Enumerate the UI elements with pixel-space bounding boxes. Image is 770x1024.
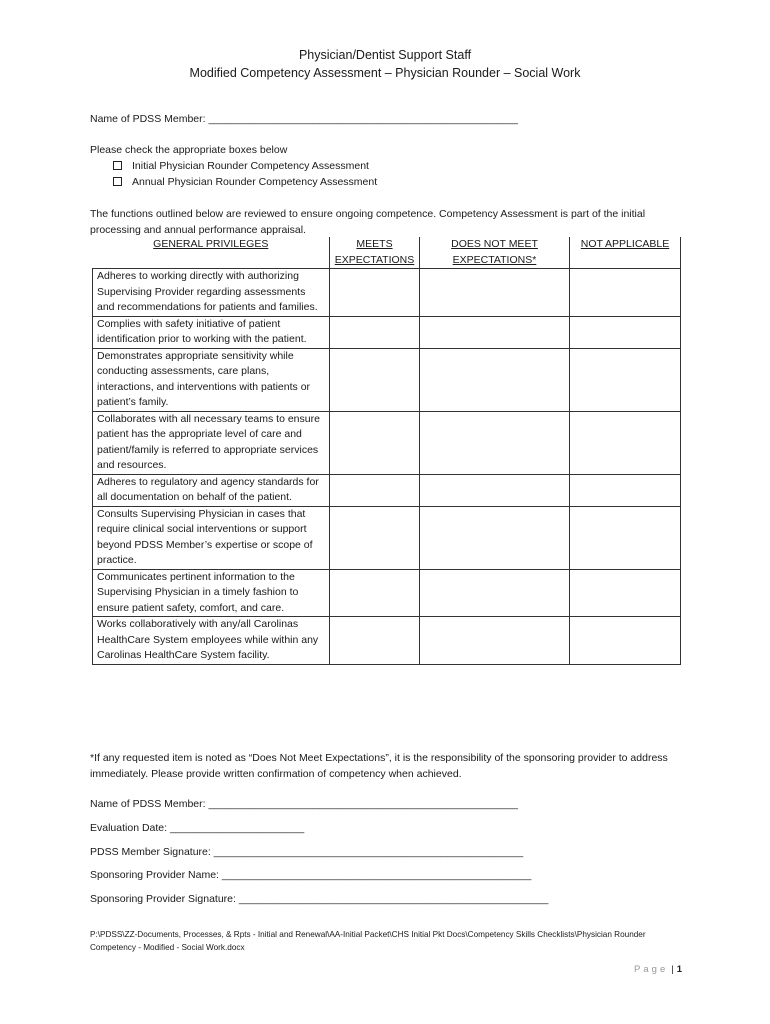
privilege-text: Demonstrates appropriate sensitivity while conducting assessments, care plans, interactions, and interventions with patients or patient’s family. — [93, 348, 330, 411]
not-applicable-cell[interactable] — [570, 474, 681, 506]
checkbox-label: Annual Physician Rounder Competency Assessment — [132, 176, 378, 188]
table-row — [93, 411, 681, 474]
checkbox-annual-assessment[interactable] — [113, 176, 377, 188]
privilege-text: Communicates pertinent information to the Supervising Physician in a timely fashion to ensure patient safety, comfort, and care. — [93, 569, 330, 617]
check-instructions: Please check the appropriate boxes below — [90, 144, 288, 156]
competency-table — [92, 237, 681, 665]
does-not-meet-cell[interactable] — [420, 569, 570, 617]
table-row — [93, 474, 681, 506]
meets-cell[interactable] — [330, 348, 420, 411]
checkbox-initial-assessment[interactable] — [113, 160, 369, 172]
meets-cell[interactable] — [330, 411, 420, 474]
page-label: Page — [634, 964, 669, 975]
meets-cell[interactable] — [330, 617, 420, 665]
header-meets-expectations: MEETS EXPECTATIONS — [330, 237, 420, 269]
not-applicable-cell[interactable] — [570, 617, 681, 665]
signature-line-provider-name[interactable]: Sponsoring Provider Name: _____________________________________________________ — [90, 869, 532, 881]
not-applicable-cell[interactable] — [570, 569, 681, 617]
pdss-member-name-line: Name of PDSS Member: _____________________________________________________ — [90, 113, 518, 125]
not-applicable-cell[interactable] — [570, 411, 681, 474]
signature-line-evaluation-date[interactable]: Evaluation Date: _______________________ — [90, 822, 305, 834]
not-applicable-cell[interactable] — [570, 506, 681, 569]
table-row — [93, 269, 681, 317]
does-not-meet-cell[interactable] — [420, 506, 570, 569]
signature-line-provider-signature[interactable]: Sponsoring Provider Signature: _____________________________________________________ — [90, 893, 549, 905]
does-not-meet-cell[interactable] — [420, 617, 570, 665]
intro-paragraph: The functions outlined below are reviewed to ensure ongoing competence. Competency Assessment is part of the initial processing and annual performance appraisal. — [90, 208, 646, 236]
signature-line-member-name[interactable]: Name of PDSS Member: _____________________________________________________ — [90, 798, 518, 810]
header-general-privileges: GENERAL PRIVILEGES — [153, 238, 269, 250]
page-number-value: 1 — [676, 964, 682, 975]
meets-cell[interactable] — [330, 269, 420, 317]
checkbox-label: Initial Physician Rounder Competency Assessment — [132, 160, 369, 172]
table-row — [93, 617, 681, 665]
privilege-text: Adheres to working directly with authorizing Supervising Provider regarding assessments and recommendations for patients and families. — [93, 269, 330, 317]
does-not-meet-cell[interactable] — [420, 348, 570, 411]
does-not-meet-cell[interactable] — [420, 269, 570, 317]
table-row — [93, 316, 681, 348]
privilege-text: Works collaboratively with any/all Carolinas HealthCare System employees while within any Carolinas HealthCare System facility. — [93, 617, 330, 665]
document-title: Physician/Dentist Support Staff — [298, 48, 472, 62]
document-subtitle: Modified Competency Assessment – Physician Rounder – Social Work — [189, 66, 581, 80]
meets-cell[interactable] — [330, 474, 420, 506]
page-number: Page | 1 — [634, 964, 682, 975]
footer-file-path: P:\PDSS\ZZ-Documents, Processes, & Rpts - Initial and Renewal\AA-Initial Packet\CHS Initial Pkt Docs\Competency Skills Checklists\Physician Rounder Competency - Modified - Social Work.docx — [90, 930, 646, 952]
header-not-applicable: NOT APPLICABLE — [570, 237, 681, 269]
footnote: *If any requested item is noted as “Does Not Meet Expectations”, it is the responsibility of the sponsoring provider to address immediately. Please provide written confirmation of competency when achieved. — [90, 752, 668, 780]
privilege-text: Consults Supervising Physician in cases that require clinical social interventions or support beyond PDSS Member’s expertise or scope of practice. — [93, 506, 330, 569]
not-applicable-cell[interactable] — [570, 269, 681, 317]
checkbox-icon[interactable] — [113, 161, 122, 170]
privilege-text: Adheres to regulatory and agency standards for all documentation on behalf of the patient. — [93, 474, 330, 506]
does-not-meet-cell[interactable] — [420, 316, 570, 348]
table-row — [93, 569, 681, 617]
meets-cell[interactable] — [330, 569, 420, 617]
does-not-meet-cell[interactable] — [420, 411, 570, 474]
meets-cell[interactable] — [330, 506, 420, 569]
checkbox-icon[interactable] — [113, 177, 122, 186]
header-does-not-meet: DOES NOT MEET EXPECTATIONS* — [420, 237, 570, 269]
table-row — [93, 348, 681, 411]
signature-line-member-signature[interactable]: PDSS Member Signature: _____________________________________________________ — [90, 846, 524, 858]
meets-cell[interactable] — [330, 316, 420, 348]
privilege-text: Complies with safety initiative of patient identification prior to working with the patient. — [93, 316, 330, 348]
privilege-text: Collaborates with all necessary teams to ensure patient has the appropriate level of care and patient/family is referred to appropriate services and resources. — [93, 411, 330, 474]
not-applicable-cell[interactable] — [570, 348, 681, 411]
not-applicable-cell[interactable] — [570, 316, 681, 348]
table-header-row — [93, 237, 681, 269]
table-row — [93, 506, 681, 569]
does-not-meet-cell[interactable] — [420, 474, 570, 506]
